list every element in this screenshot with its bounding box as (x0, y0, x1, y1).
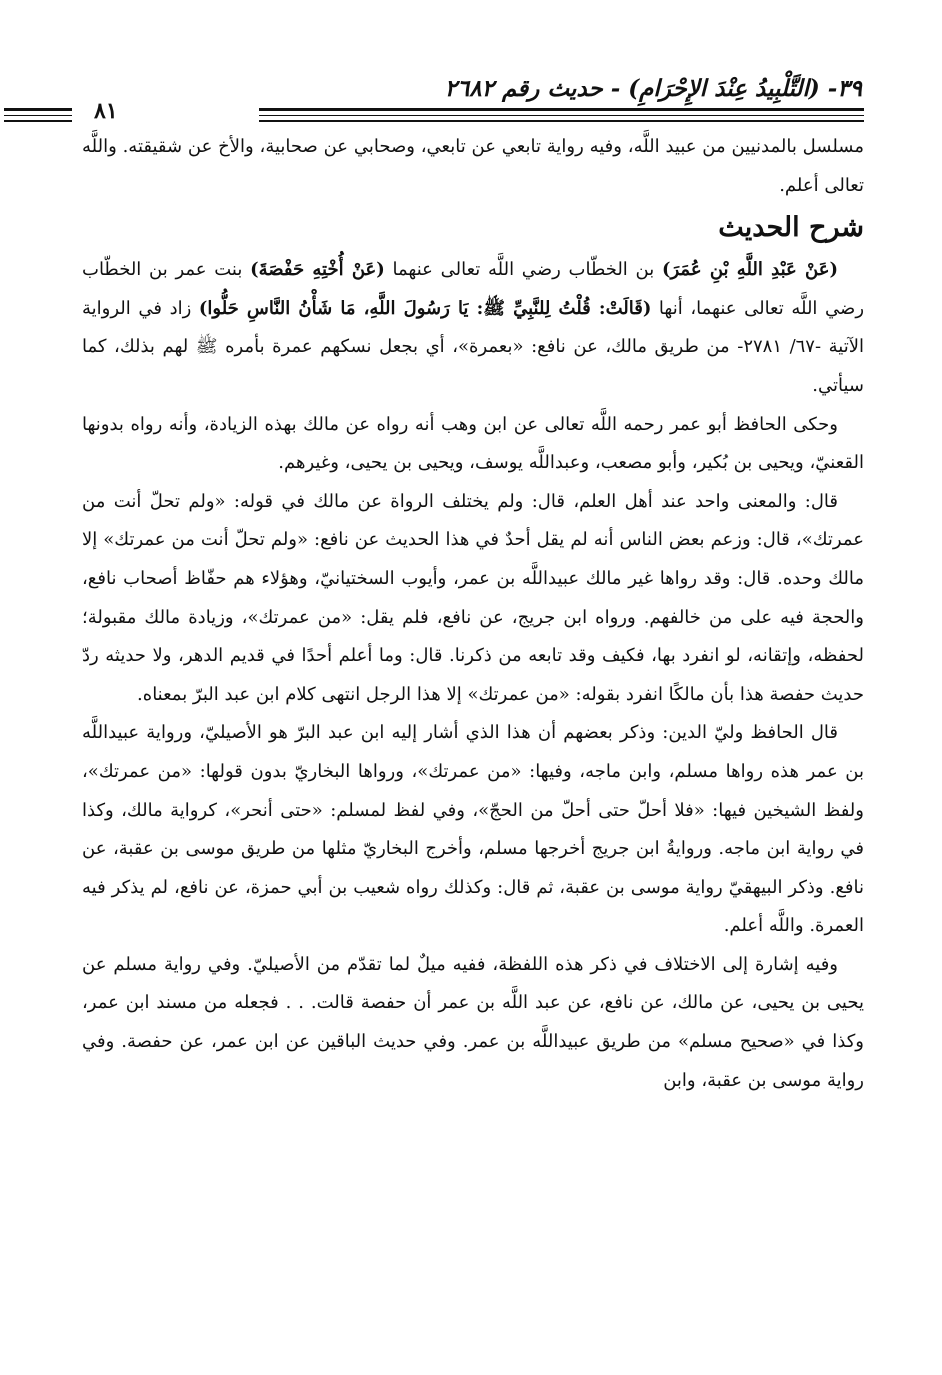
header-rule (259, 115, 864, 116)
header-rule (4, 120, 72, 122)
commentary-text: بنت عمر بن الخطّاب رضي اللَّه تعالى عنهما، أنها (82, 259, 865, 319)
header-rules (82, 98, 864, 128)
running-header (82, 60, 864, 102)
header-rule (4, 108, 72, 111)
section-heading: شرح الحديث (718, 212, 864, 244)
header-rule (259, 108, 864, 111)
commentary-text: بن الخطّاب رضي اللَّه تعالى عنهما (384, 259, 662, 281)
paragraph-hadith-commentary (82, 251, 864, 405)
paragraph-ibn-abd-al-barr: قال: والمعنى واحد عند أهل العلم، قال: ولم يختلف الرواة عن مالك في قوله: «ولم تحلّ أنت من عمرتك»، قال: وزعم بعض الناس أنه لم يقل أحدٌ في هذا الحديث عن نافع: «ولم تحلّ أنت من عمرتك» إلا مالك وحده. قال: وقد رواها غير مالك عبيداللَّه بن عمر، وأيوب السختيانيّ، وهؤلاء هم حفّاظ أصحاب نافع، والحجة فيه على من خالفهم. ورواه ابن جريج، عن نافع، فلم يقل: «من عمرتك»، وزيادة مالك مقبولة؛ لحفظه، وإتقانه، لو انفرد بها، فكيف وقد تابعه من ذكرنا. قال: وما أعلم أحدًا في قديم الدهر، ولا حديثه ردّ حديث حفصة هذا بأن مالكًا انفرد بقوله: «من عمرتك» إلا هذا الرجل انتهى كلام ابن عبد البرّ بمعناه. (82, 490, 864, 705)
running-title: ٣٩- (التَّلْبِيدُ عِنْدَ الإِحْرَامِ) - حديث رقم ٢٦٨٢ (444, 75, 862, 102)
paragraph-ibn-wahb: وحكى الحافظ أبو عمر رحمه اللَّه تعالى عن ابن وهب أنه رواه عن مالك بهذه الزيادة، وأنه رواه بدونها القعنيّ، ويحيى بن بُكير، وأبو مصعب، وعبداللَّه يوسف، ويحيى بن يحيى، وغيرهم. (82, 413, 864, 474)
hadith-quote: (قَالَتْ: قُلْتُ لِلنَّبِيِّ ﷺ: يَا رَسُولَ اللَّهِ، مَا شَأْنُ النَّاسِ حَلُّوا) (198, 297, 652, 319)
book-page (82, 60, 864, 1360)
page-body (82, 128, 864, 1100)
hadith-quote: (عَنْ أُخْتِهِ حَفْصَةَ) (250, 259, 385, 281)
header-rule (4, 115, 72, 116)
paragraph-wali-al-din: قال الحافظ وليّ الدين: وذكر بعضهم أن هذا الذي أشار إليه ابن عبد البرّ هو الأصيليّ، ورواية عبيداللَّه بن عمر هذه رواها مسلم، وابن ماجه، وفيها: «من عمرتك»، ورواها البخاريّ بدون قولها: «من عمرتك»، ولفظ الشيخين فيها: «فلا أحلّ حتى أحلّ من الحجّ»، وفي لفظ لمسلم: «حتى أنحر»، كرواية مالك، وكذا في رواية ابن ماجه. وروايةُ ابن جريج أخرجها مسلم، وأخرج البخاريّ مثلها من طريق موسى بن عقبة، عن نافع. وذكر البيهقيّ رواية موسى بن عقبة، ثم قال: وكذلك رواه شعيب بن أبي حمزة، عن نافع، لم يذكر فيه العمرة. واللَّه أعلم. (82, 722, 864, 937)
header-rule (259, 120, 864, 122)
paragraph-isnad-note: مسلسل بالمدنيين من عبيد اللَّه، وفيه رواية تابعي عن تابعي، وصحابي عن صحابية، والأخ عن شقيقته. واللَّه تعالى أعلم. (82, 136, 864, 196)
commentary-text: زاد في الرواية الآتية -٦٧/ ٢٧٨١- من طريق مالك، عن نافع: «بعمرة»، أي بجعل نسكهم عمرة بأمره ﷺ لهم بذلك، كما سيأتي. (82, 297, 864, 396)
paragraph-ikhtilaf: وفيه إشارة إلى الاختلاف في ذكر هذه اللفظة، ففيه ميلٌ لما تقدّم من الأصيليّ. وفي رواية مسلم عن يحيى بن يحيى، عن مالك، عن نافع، عن عبد اللَّه بن عمر أن حفصة قالت. . . فجعله من مسند ابن عمر، وكذا في «صحيح مسلم» من طريق عبيداللَّه بن عمر. وفي حديث الباقين عن ابن عمر، عن حفصة. وفي رواية موسى بن عقبة، وابن (82, 953, 864, 1091)
hadith-quote: (عَنْ عَبْدِ اللَّهِ بْنِ عُمَرَ) (661, 259, 839, 281)
page-number: ٨١ (94, 98, 118, 124)
